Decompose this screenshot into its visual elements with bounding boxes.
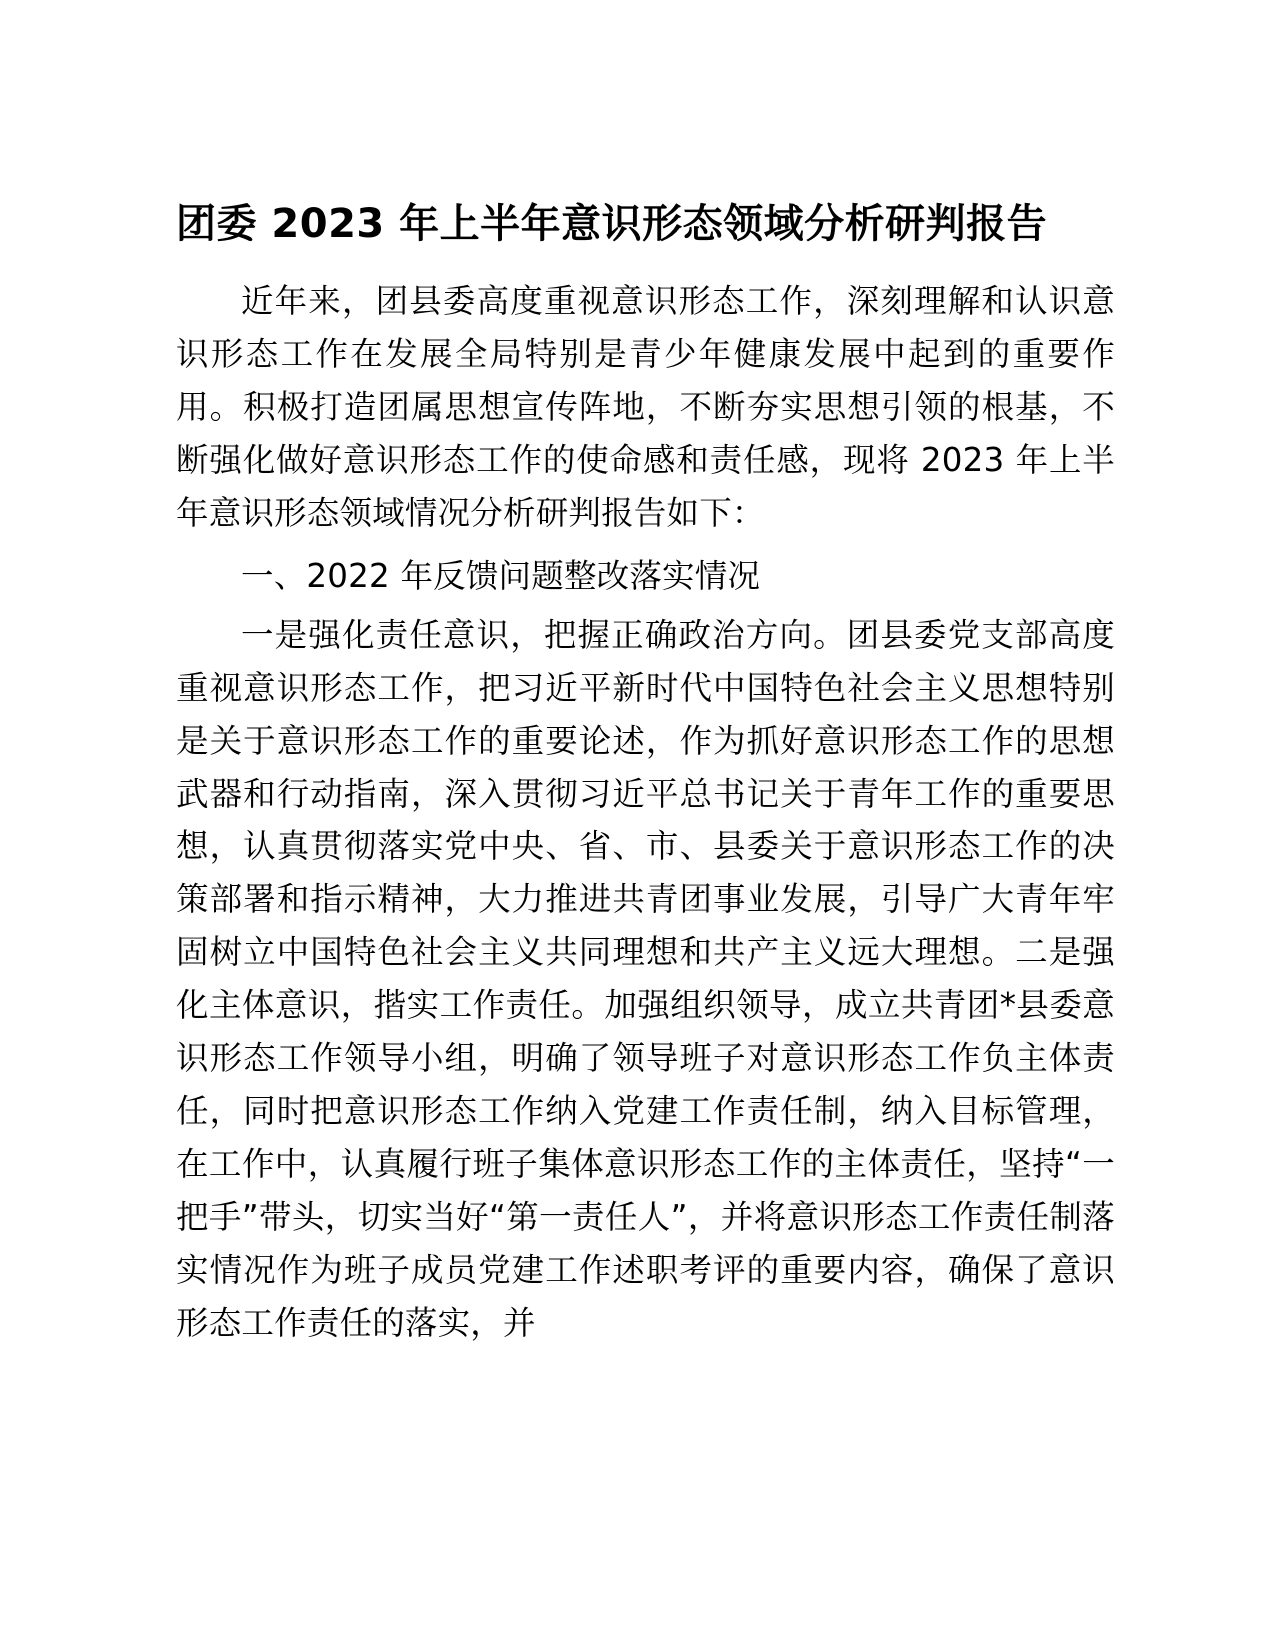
section-body-1: 一是强化责任意识，把握正确政治方向。团县委党支部高度重视意识形态工作，把习近平新时代中国特色社会主义思想特别是关于意识形态工作的重要论述，作为抓好意识形态工作的思想武器和行动指南，深入贯彻习近平总书记关于青年工作的重要思想，认真贯彻落实党中央、省、市、县委关于意识形态工作的决策部署和指示精神，大力推进共青团事业发展，引导广大青年牢固树立中国特色社会主义共同理想和共产主义远大理想。二是强化主体意识，揩实工作责任。加强组织领导，成立共青团*县委意识形态工作领导小组，明确了领导班子对意识形态工作负主体责任，同时把意识形态工作纳入党建工作责任制，纳入目标管理，在工作中，认真履行班子集体意识形态工作的主体责任，坚持“一把手”带头，切实当好“第一责任人”，并将意识形态工作责任制落实情况作为班子成员党建工作述职考评的重要内容，确保了意识形态工作责任的落实，并 <box>176 615 1115 1343</box>
page-title: 团委 2023 年上半年意识形态领域分析研判报告 <box>176 201 1048 247</box>
intro-paragraph: 近年来，团县委高度重视意识形态工作，深刻理解和认识意识形态工作在发展全局特别是青少年健康发展中起到的重要作用。积极打造团属思想宣传阵地，不断夯实思想引领的根基，不断强化做好意识形态工作的使命感和责任感，现将 2023 年上半年意识形态领域情况分析研判报告如下： <box>176 281 1115 532</box>
section-heading-1: 一、2022 年反馈问题整改落实情况 <box>241 556 761 595</box>
